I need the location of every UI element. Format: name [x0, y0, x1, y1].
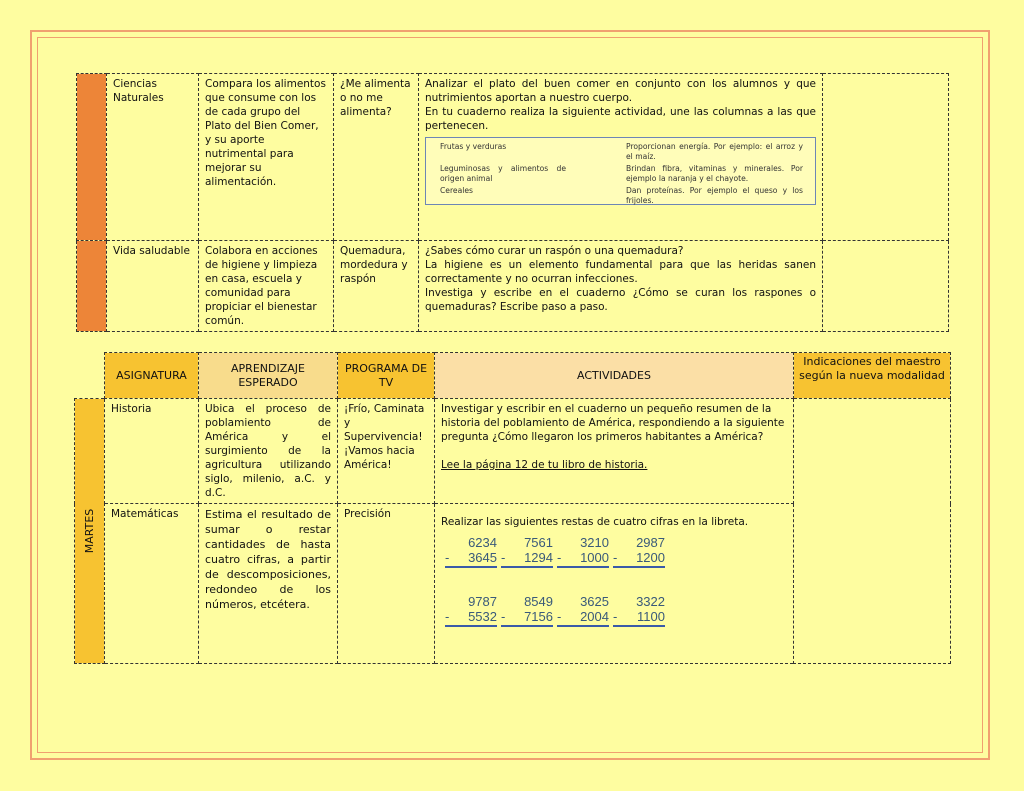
read-page-link[interactable]: Lee la página 12 de tu libro de historia.	[441, 459, 648, 471]
activities-cell	[435, 399, 794, 504]
side-color-cell	[77, 74, 107, 241]
activity-line: En tu cuaderno realiza la siguiente actividad, une las columnas a las que pertenecen.	[425, 106, 816, 132]
op-row	[445, 594, 787, 627]
minus-sign: -	[613, 550, 618, 565]
subtraction-op	[613, 594, 665, 627]
match-left: Cereales	[440, 186, 473, 195]
learning-cell: Compara los alimentos que consume con los de cada grupo del Plato del Bien Comer, y su aporte nutrimental para mejorar su alimentación.	[199, 74, 334, 241]
minus-sign: -	[445, 550, 450, 565]
op-bottom: 1200	[636, 550, 665, 565]
minus-sign: -	[445, 609, 450, 624]
header-activities: ACTIVIDADES	[435, 353, 794, 399]
header-subject: ASIGNATURA	[105, 353, 199, 399]
subtraction-op	[501, 535, 553, 568]
learning-cell: Colabora en acciones de higiene y limpieza en casa, escuela y comunidad para propiciar el bienestar común.	[199, 241, 334, 332]
subtraction-op	[557, 594, 609, 627]
op-bottom: 1294	[524, 550, 553, 565]
op-top: 3322	[636, 594, 665, 609]
program-cell: ¿Me alimenta o no me alimenta?	[334, 74, 419, 241]
activity-line: Analizar el plato del buen comer en conjunto con los alumnos y que nutrimientos aportan a nuestro cuerpo.	[425, 78, 816, 104]
notes-cell	[823, 241, 949, 332]
op-line	[501, 566, 553, 568]
op-line	[445, 625, 497, 627]
subject-cell: Vida saludable	[107, 241, 199, 332]
minus-sign: -	[501, 550, 506, 565]
subtraction-op	[445, 594, 497, 627]
learning-cell: Ubica el proceso de poblamiento de América y el surgimiento de la agricultura utilizando siglo, milenio, a.C. y d.C.	[199, 399, 338, 504]
activity-text: Investigar y escribir en el cuaderno un pequeño resumen de la historia del poblamiento de América, respondiendo a la siguiente pregunta ¿Cómo llegaron los primeros habitantes a América?	[441, 403, 785, 443]
match-row	[440, 186, 803, 206]
subject-cell: Matemáticas	[105, 504, 199, 664]
op-top: 9787	[468, 594, 497, 609]
op-row	[445, 535, 787, 568]
op-top: 3210	[580, 535, 609, 550]
minus-sign: -	[557, 550, 562, 565]
op-top: 6234	[468, 535, 497, 550]
learning-cell: Estima el resultado de sumar o restar cantidades de hasta cuatro cifras, a partir de descomposiciones, redondeo de los números, etcétera.	[199, 504, 338, 664]
subtraction-op	[557, 535, 609, 568]
op-bottom: 3645	[468, 550, 497, 565]
subtraction-op	[501, 594, 553, 627]
day-label: MARTES	[82, 508, 96, 554]
op-top: 2987	[636, 535, 665, 550]
minus-sign: -	[557, 609, 562, 624]
match-right: Dan proteínas. Por ejemplo el queso y los frijoles.	[626, 186, 803, 205]
header-learning: APRENDIZAJE ESPERADO	[199, 353, 338, 399]
activity-text: Realizar las siguientes restas de cuatro cifras en la libreta.	[441, 516, 749, 528]
subtraction-op	[613, 535, 665, 568]
op-bottom: 1100	[637, 609, 665, 624]
program-cell: Quemadura, mordedura y raspón	[334, 241, 419, 332]
op-line	[557, 625, 609, 627]
op-line	[445, 566, 497, 568]
op-line	[557, 566, 609, 568]
table-row	[75, 399, 951, 504]
op-bottom: 7156	[524, 609, 553, 624]
subject-cell: Historia	[105, 399, 199, 504]
minus-sign: -	[613, 609, 618, 624]
header-program: PROGRAMA DE TV	[338, 353, 435, 399]
table-row	[77, 74, 949, 241]
op-line	[613, 625, 665, 627]
op-bottom: 2004	[580, 609, 609, 624]
activities-cell	[419, 74, 823, 241]
op-bottom: 1000	[580, 550, 609, 565]
op-line	[501, 625, 553, 627]
top-schedule-table	[76, 73, 949, 332]
match-right: Brindan fibra, vitaminas y minerales. Por ejemplo la naranja y el chayote.	[626, 164, 803, 183]
bottom-schedule-table	[74, 352, 951, 664]
op-line	[613, 566, 665, 568]
notes-cell	[823, 74, 949, 241]
program-cell: ¡Frío, Caminata y Supervivencia! ¡Vamos hacia América!	[338, 399, 435, 504]
match-left: Leguminosas y alimentos de origen animal	[440, 164, 566, 183]
subject-cell: Ciencias Naturales	[107, 74, 199, 241]
activities-cell	[435, 504, 794, 664]
match-right: Proporcionan energía. Por ejemplo: el arroz y el maíz.	[626, 142, 803, 161]
match-row	[440, 164, 803, 184]
op-top: 8549	[524, 594, 553, 609]
header-notes: Indicaciones del maestro según la nueva modalidad	[794, 353, 951, 399]
notes-cell	[794, 399, 951, 664]
activity-line: Investiga y escribe en el cuaderno ¿Cómo se curan los raspones o quemaduras? Escribe paso a paso.	[425, 287, 816, 313]
op-bottom: 5532	[468, 609, 497, 624]
subtraction-exercises	[441, 535, 787, 627]
header-row	[75, 353, 951, 399]
day-label-cell	[75, 399, 105, 664]
minus-sign: -	[501, 609, 506, 624]
table-row	[77, 241, 949, 332]
match-left: Frutas y verduras	[440, 142, 507, 151]
activity-line: ¿Sabes cómo curar un raspón o una quemadura?	[425, 245, 684, 257]
activities-cell	[419, 241, 823, 332]
op-top: 3625	[580, 594, 609, 609]
op-top: 7561	[524, 535, 553, 550]
match-row	[440, 142, 803, 162]
activity-line: La higiene es un elemento fundamental para que las heridas sanen correctamente y no ocurran infecciones.	[425, 259, 816, 285]
match-columns-exercise	[425, 137, 816, 205]
subtraction-op	[445, 535, 497, 568]
side-color-cell	[77, 241, 107, 332]
program-cell: Precisión	[338, 504, 435, 664]
